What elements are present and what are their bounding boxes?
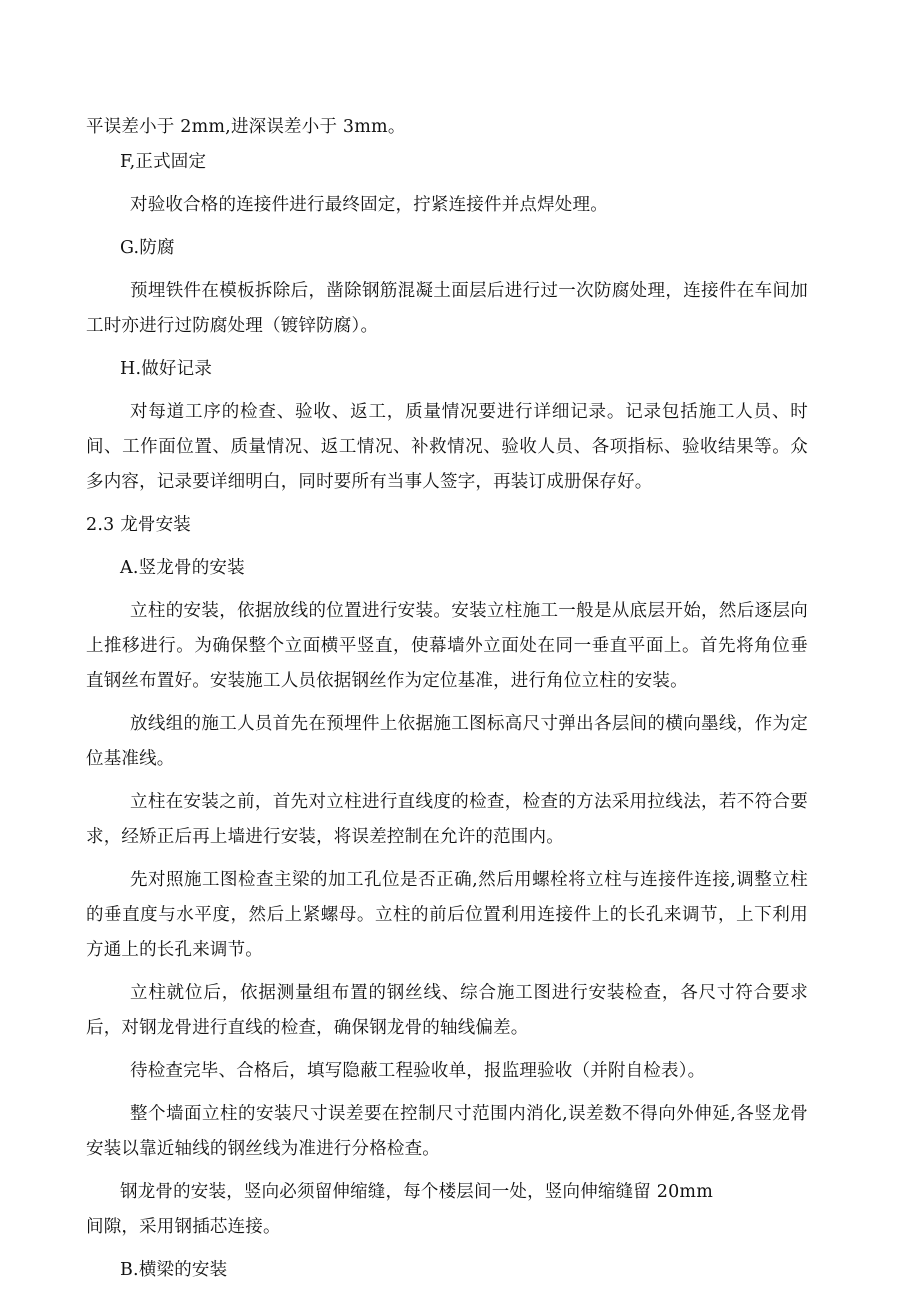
paragraph-records: 对每道工序的检查、验收、返工，质量情况要进行详细记录。记录包括施工人员、时间、工作面位置、质量情况、返工情况、补救情况、验收人员、各项指标、验收结果等。众多内容，记录要详细明白，同时要所有当事人签字，再装订成册保存好。: [86, 402, 808, 492]
paragraph-acceptance: 待检查完毕、合格后，填写隐蔽工程验收单，报监理验收（并附自检表）。: [130, 1061, 706, 1081]
document-page: [86, 110, 808, 1288]
paragraph-layout-team: 放线组的施工人员首先在预埋件上依据施工图标高尺寸弹出各层间的横向墨线，作为定位基准线。: [86, 714, 808, 769]
paragraph-fixing: 对验收合格的连接件进行最终固定，拧紧连接件并点焊处理。: [130, 195, 608, 215]
subheading-f: F,正式固定: [120, 152, 207, 172]
paragraph-hole-check: 先对照施工图检查主梁的加工孔位是否正确,然后用螺栓将立柱与连接件连接,调整立柱的垂直度与水平度，然后上紧螺母。立柱的前后位置利用连接件上的长孔来调节，上下利用方通上的长孔来调节。: [86, 870, 808, 960]
paragraph-anticorrosion: 预埋铁件在模板拆除后，凿除钢筋混凝土面层后进行过一次防腐处理，连接件在车间加工时亦进行过防腐处理（镀锌防腐）。: [86, 281, 808, 336]
subheading-h: H.做好记录: [120, 359, 213, 379]
paragraph-continuation: 平误差小于 2mm,进深误差小于 3mm。: [86, 117, 406, 137]
paragraph-column-install: 立柱的安装，依据放线的位置进行安装。安装立柱施工一般是从底层开始，然后逐层向上推移进行。为确保整个立面横平竖直，使幕墙外立面处在同一垂直平面上。首先将角位垂直钢丝布置好。安装施工人员依据钢丝作为定位基准，进行角位立柱的安装。: [86, 601, 808, 691]
paragraph-steel-keel-line2: 间隙，采用钢插芯连接。: [86, 1217, 281, 1237]
section-heading-2-3: 2.3 龙骨安装: [86, 515, 191, 535]
paragraph-steel-keel-line1: 钢龙骨的安装，竖向必须留伸缩缝，每个楼层间一处，竖向伸缩缝留 20mm: [120, 1182, 714, 1202]
paragraph-straightness-check: 立柱在安装之前，首先对立柱进行直线度的检查，检查的方法采用拉线法，若不符合要求，经矫正后再上墙进行安装，将误差控制在允许的范围内。: [86, 792, 808, 847]
paragraph-position-check: 立柱就位后，依据测量组布置的钢丝线、综合施工图进行安装检查，各尺寸符合要求后，对钢龙骨进行直线的检查，确保钢龙骨的轴线偏差。: [86, 983, 808, 1038]
paragraph-tolerance: 整个墙面立柱的安装尺寸误差要在控制尺寸范围内消化,误差数不得向外伸延,各竖龙骨安装以靠近轴线的钢丝线为准进行分格检查。: [86, 1104, 808, 1159]
subheading-a: A.竖龙骨的安装: [120, 558, 245, 578]
subheading-b: B.横梁的安装: [120, 1260, 228, 1280]
subheading-g: G.防腐: [120, 238, 175, 258]
